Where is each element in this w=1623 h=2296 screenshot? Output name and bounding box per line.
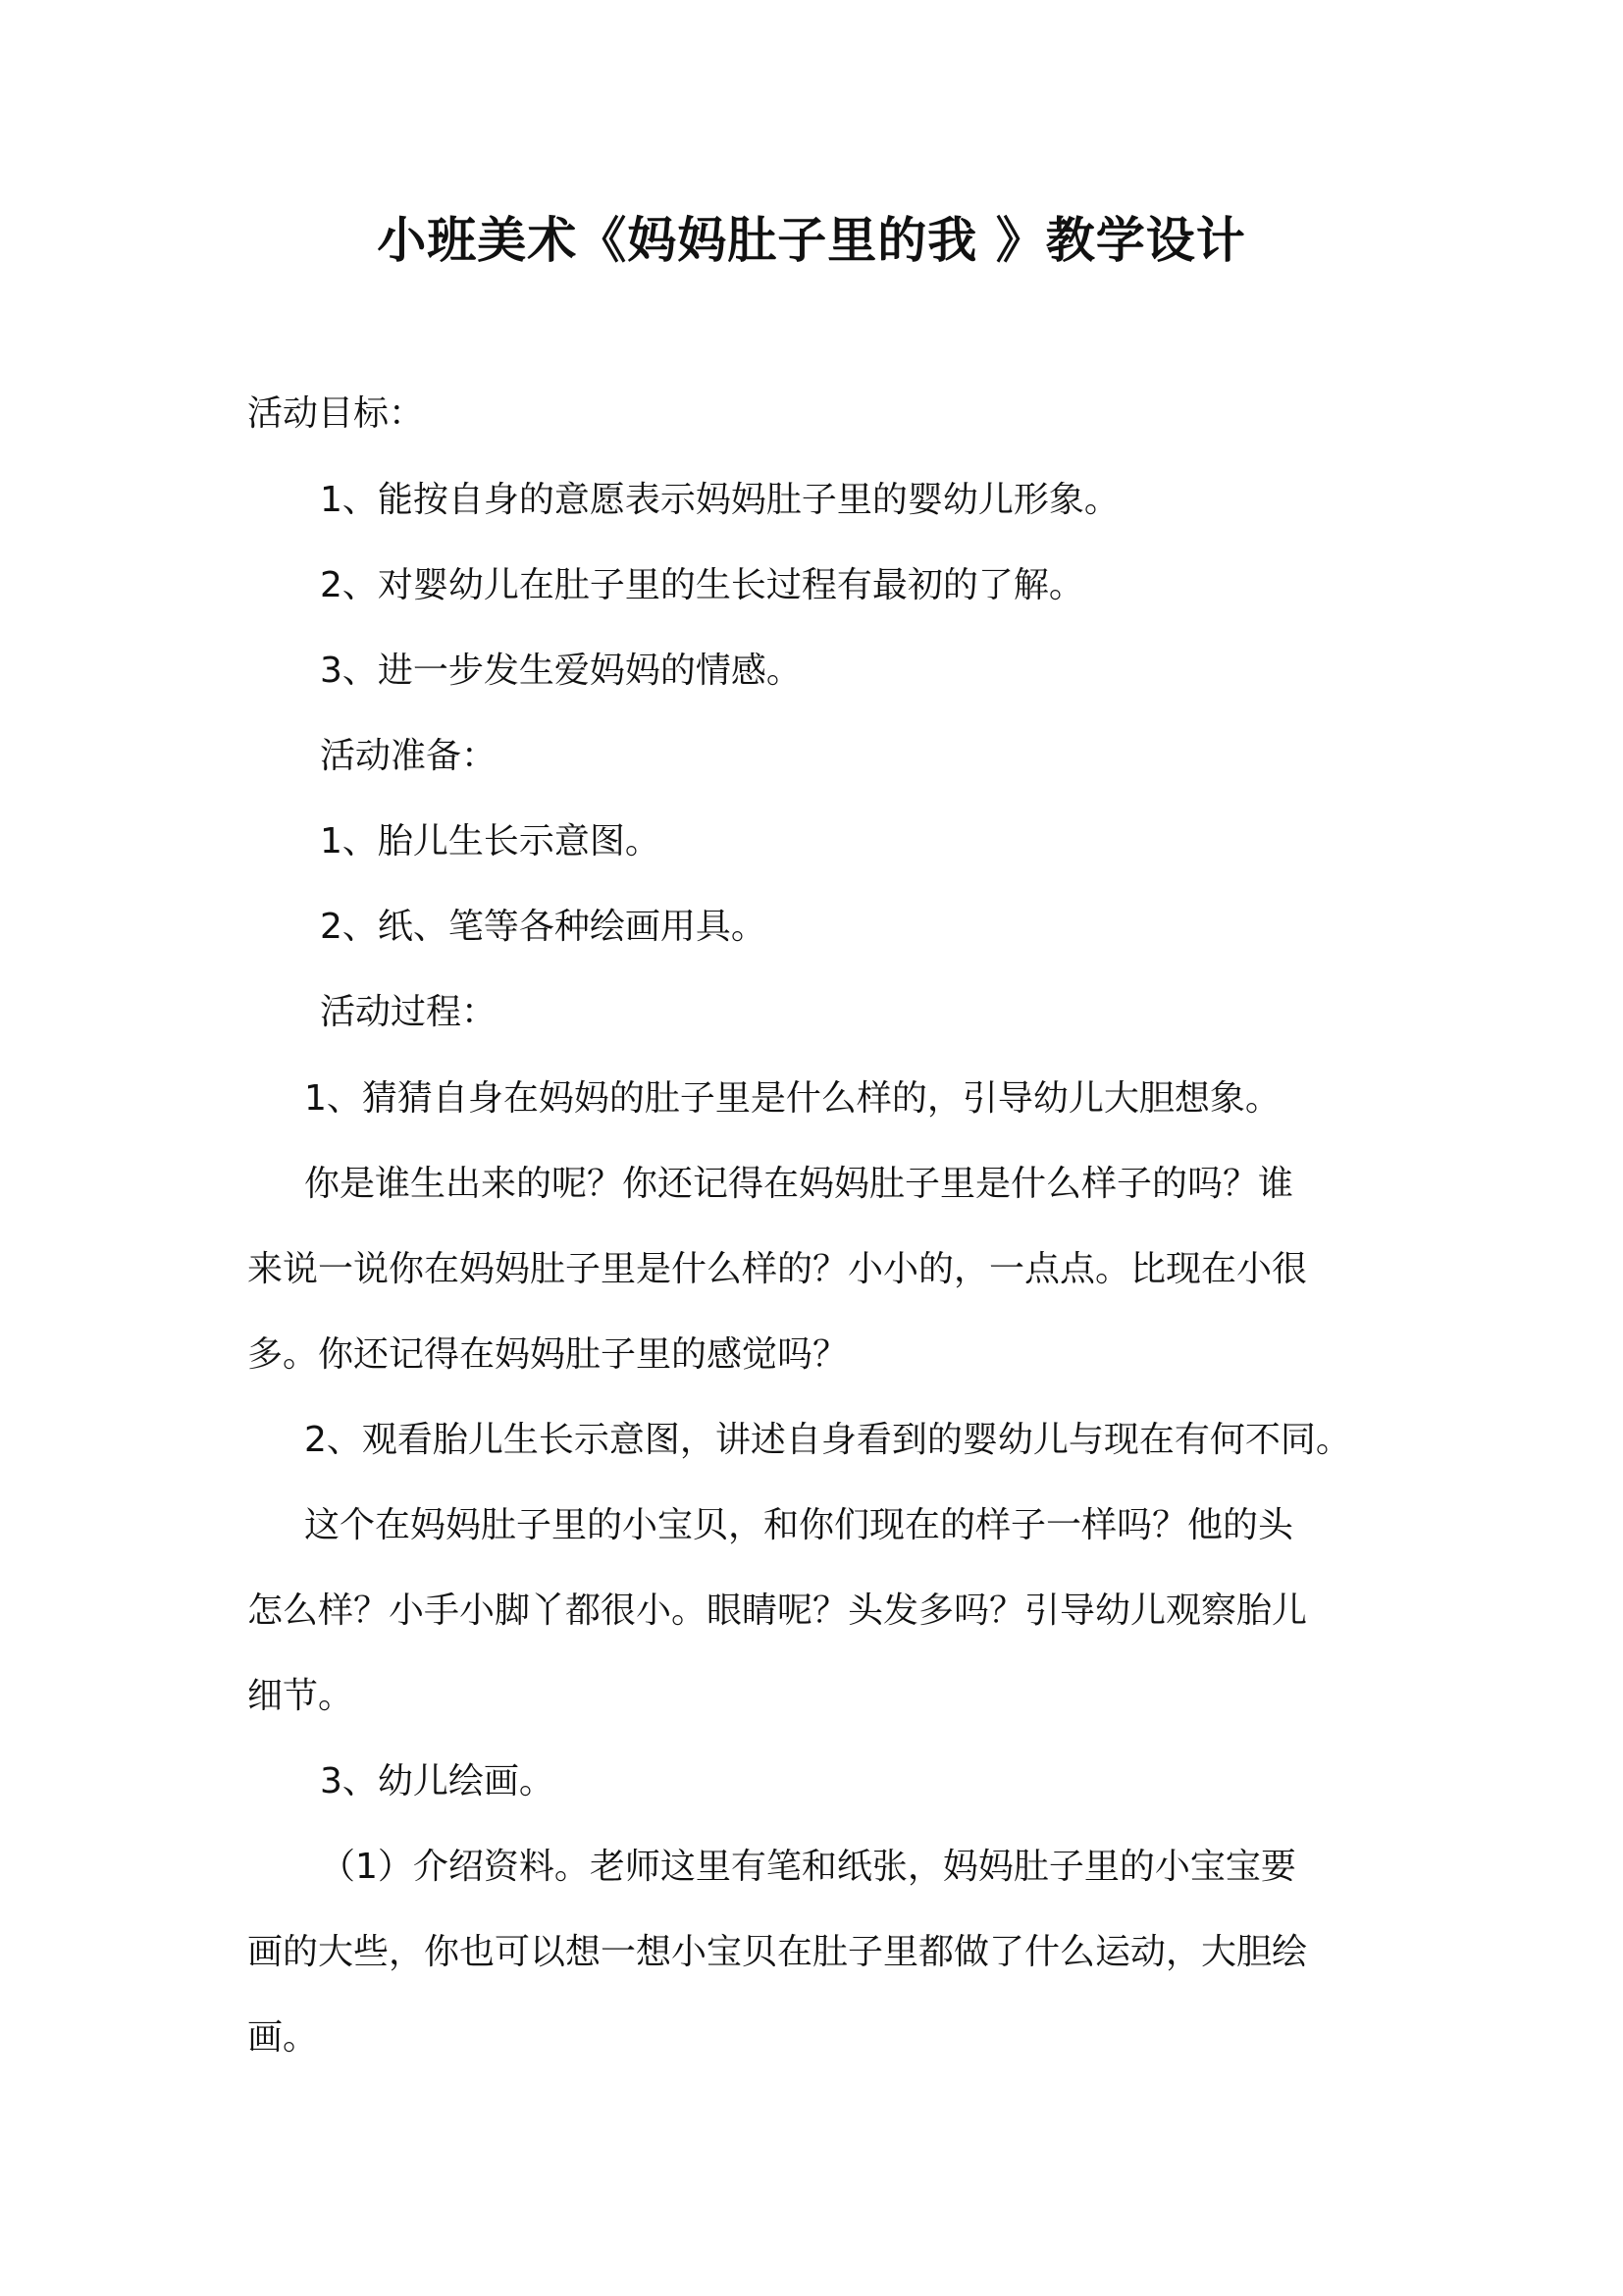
process-step-2: 2、观看胎儿生长示意图，讲述自身看到的婴幼儿与现在有何不同。 xyxy=(304,1420,1351,1460)
section-heading-goals: 活动目标： xyxy=(247,393,425,434)
section-heading-process: 活动过程： xyxy=(320,992,497,1032)
paragraph-line: 怎么样？小手小脚丫都很小。眼睛呢？头发多吗？引导幼儿观察胎儿 xyxy=(247,1591,1308,1631)
paragraph-line: 多。你还记得在妈妈肚子里的感觉吗？ xyxy=(247,1334,849,1375)
goal-item-2: 2、对婴幼儿在肚子里的生长过程有最初的了解。 xyxy=(320,565,1084,605)
paragraph-line: 画。 xyxy=(247,2017,319,2058)
goal-item-3: 3、进一步发生爱妈妈的情感。 xyxy=(320,651,802,691)
paragraph-line: 来说一说你在妈妈肚子里是什么样的？小小的，一点点。比现在小很 xyxy=(247,1249,1308,1289)
paragraph-line: 你是谁生出来的呢？你还记得在妈妈肚子里是什么样子的吗？谁 xyxy=(304,1164,1294,1204)
paragraph-line: （1）介绍资料。老师这里有笔和纸张，妈妈肚子里的小宝宝要 xyxy=(320,1847,1296,1887)
goal-item-1: 1、能按自身的意愿表示妈妈肚子里的婴幼儿形象。 xyxy=(320,480,1120,520)
process-step-1: 1、猜猜自身在妈妈的肚子里是什么样的，引导幼儿大胆想象。 xyxy=(304,1078,1281,1119)
section-heading-preparation: 活动准备： xyxy=(320,736,497,776)
preparation-item-1: 1、胎儿生长示意图。 xyxy=(320,821,660,861)
document-title: 小班美术《妈妈肚子里的我 》教学设计 xyxy=(377,211,1246,269)
paragraph-line: 这个在妈妈肚子里的小宝贝，和你们现在的样子一样吗？他的头 xyxy=(304,1505,1294,1545)
preparation-item-2: 2、纸、笔等各种绘画用具。 xyxy=(320,907,766,947)
process-step-3: 3、幼儿绘画。 xyxy=(320,1761,554,1801)
paragraph-line: 画的大些，你也可以想一想小宝贝在肚子里都做了什么运动，大胆绘 xyxy=(247,1932,1308,1972)
paragraph-line: 细节。 xyxy=(247,1676,354,1716)
